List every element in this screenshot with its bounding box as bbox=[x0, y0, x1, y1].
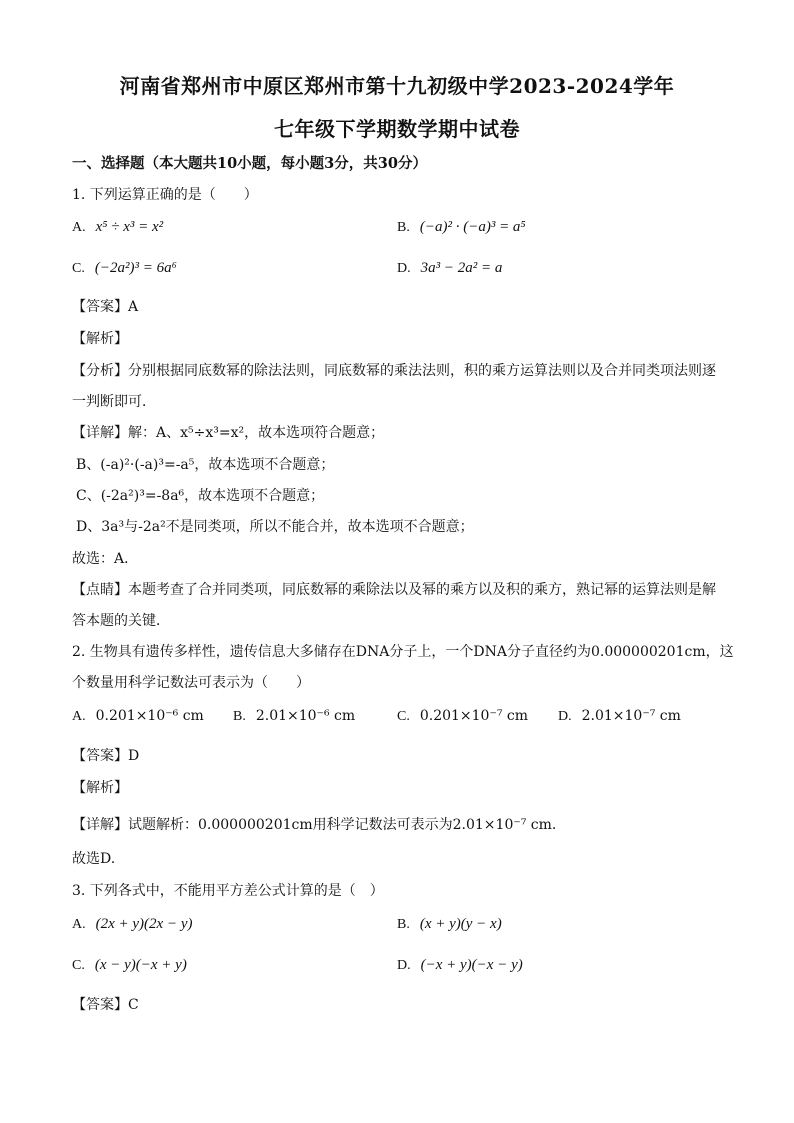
option-label: D. bbox=[397, 958, 411, 973]
option-label: A. bbox=[72, 220, 86, 235]
option-text: (x − y)(−x + y) bbox=[94, 957, 187, 973]
q2-choose: 故选D. bbox=[72, 851, 116, 867]
q1-analysis-tag: 【解析】 bbox=[72, 331, 128, 347]
option-text: 0.201×10⁻⁷ cm bbox=[419, 708, 529, 724]
q1-option-d bbox=[397, 260, 502, 277]
q2-stem-line2: 个数量用科学记数法可表示为（ ） bbox=[72, 675, 310, 691]
q1-comment-line1: 【点睛】本题考查了合并同类项，同底数幂的乘除法以及幂的乘方以及积的乘方，熟记幂的运算法则是解 bbox=[72, 582, 716, 598]
q1-detail-line1: 【详解】解：A、x⁵÷x³=x²，故本选项符合题意； bbox=[72, 425, 385, 441]
q2-analysis-tag: 【解析】 bbox=[72, 780, 128, 796]
option-text: (2x + y)(2x − y) bbox=[95, 916, 193, 932]
option-text: 2.01×10⁻⁷ cm bbox=[581, 708, 681, 724]
option-label: D. bbox=[558, 709, 572, 724]
option-label: C. bbox=[397, 709, 410, 724]
option-label: A. bbox=[72, 917, 86, 932]
option-label: B. bbox=[397, 917, 410, 932]
q3-answer: 【答案】C bbox=[72, 997, 139, 1013]
q3-stem: 3. 下列各式中，不能用平方差公式计算的是（ ） bbox=[72, 883, 384, 899]
option-text: (x + y)(y − x) bbox=[419, 916, 502, 932]
q1-fenxi-line2: 一判断即可． bbox=[72, 394, 156, 410]
q1-option-b bbox=[397, 219, 526, 236]
q3-option-d bbox=[397, 957, 523, 974]
q1-fenxi-line1: 【分析】分别根据同底数幂的除法法则，同底数幂的乘法法则，积的乘方运算法则以及合并同类项法则逐 bbox=[72, 363, 716, 379]
q1-detail-line2: B、(-a)²·(-a)³=-a⁵，故本选项不合题意； bbox=[76, 457, 335, 473]
q1-detail-line4: D、3a³与-2a²不是同类项，所以不能合并，故本选项不合题意； bbox=[76, 519, 474, 535]
option-text: 2.01×10⁻⁶ cm bbox=[255, 708, 356, 724]
option-text: 0.201×10⁻⁶ cm bbox=[95, 708, 204, 724]
option-label: A. bbox=[72, 709, 86, 724]
option-text: 3a³ − 2a² = a bbox=[420, 260, 503, 276]
option-text: (−2a²)³ = 6a⁶ bbox=[94, 260, 177, 276]
q2-option-a bbox=[72, 708, 204, 725]
option-text: (−a)² · (−a)³ = a⁵ bbox=[419, 219, 526, 235]
option-label: C. bbox=[72, 261, 85, 276]
q1-option-a bbox=[72, 219, 163, 236]
option-label: B. bbox=[233, 709, 246, 724]
option-label: B. bbox=[397, 220, 410, 235]
exam-title-line1: 河南省郑州市中原区郑州市第十九初级中学2023-2024学年 bbox=[119, 74, 675, 98]
option-label: C. bbox=[72, 958, 85, 973]
q3-option-c bbox=[72, 957, 187, 974]
q1-stem: 1. 下列运算正确的是（ ） bbox=[72, 187, 258, 203]
exam-title-line2: 七年级下学期数学期中试卷 bbox=[274, 117, 520, 141]
q3-option-b bbox=[397, 916, 502, 933]
option-text: (−x + y)(−x − y) bbox=[420, 957, 523, 973]
q1-answer: 【答案】A bbox=[72, 299, 139, 315]
option-label: D. bbox=[397, 261, 411, 276]
q2-stem-line1: 2. 生物具有遗传多样性，遗传信息大多储存在DNA分子上，一个DNA分子直径约为0.000000201cm，这 bbox=[72, 644, 734, 660]
q2-option-c bbox=[397, 708, 528, 725]
q1-detail-line3: C、(-2a²)³=-8a⁶，故本选项不合题意； bbox=[76, 488, 325, 504]
option-text: x⁵ ÷ x³ = x² bbox=[95, 219, 164, 235]
q1-comment-line2: 答本题的关键． bbox=[72, 613, 170, 629]
q2-option-b bbox=[233, 708, 355, 725]
section-heading: 一、选择题（本大题共10小题，每小题3分，共30分） bbox=[72, 155, 427, 172]
q2-option-d bbox=[558, 708, 681, 725]
q2-detail: 【详解】试题解析：0.000000201cm用科学记数法可表示为2.01×10⁻⁷ cm. bbox=[72, 817, 557, 833]
q3-option-a bbox=[72, 916, 192, 933]
q2-answer: 【答案】D bbox=[72, 748, 140, 764]
q1-choose: 故选：A． bbox=[72, 551, 139, 567]
q1-option-c bbox=[72, 260, 177, 277]
